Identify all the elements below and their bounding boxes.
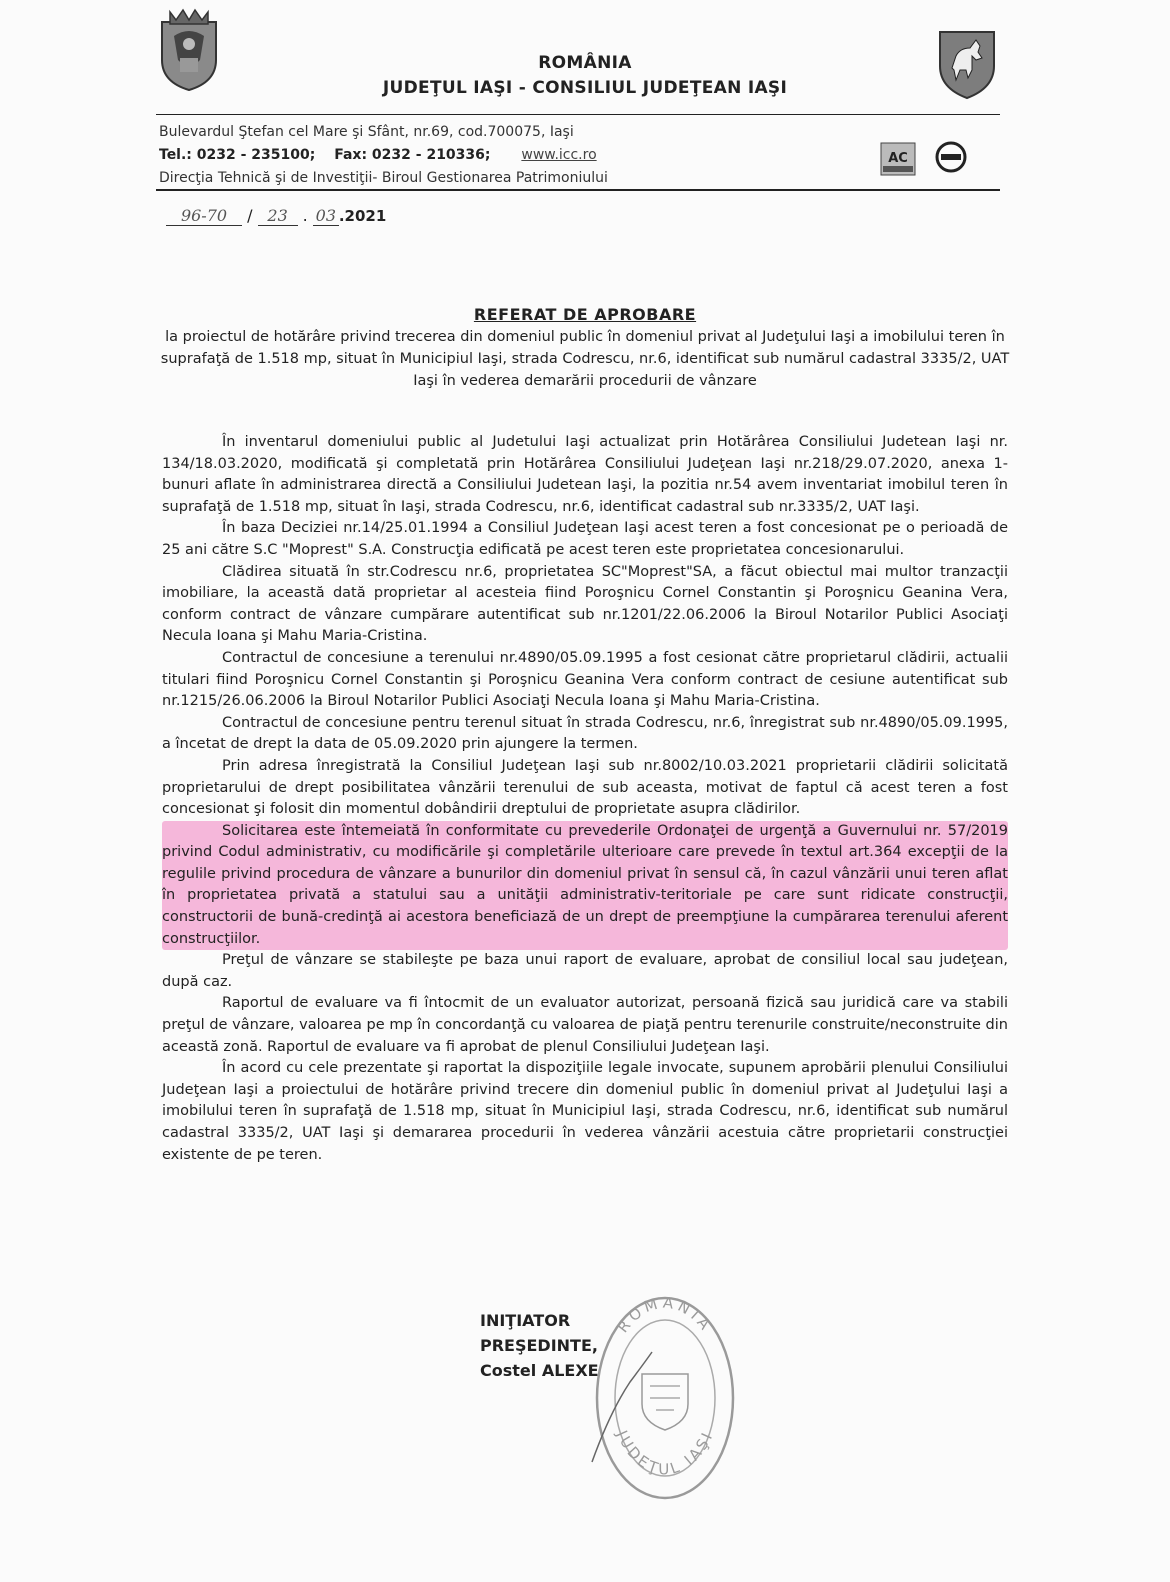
- ac-certification-logo: [880, 142, 916, 176]
- signature-role-president: PREŞEDINTE,: [480, 1336, 598, 1355]
- header-bottom-divider: [156, 189, 1000, 191]
- registration-number: 96-70: [166, 206, 242, 226]
- header-department: Direcţia Tehnică şi de Investiţii- Biroul Gestionarea Patrimoniului: [159, 170, 608, 186]
- paragraph-legal-basis-highlighted: Solicitarea este întemeiată în conformitate cu prevederile Ordonaţei de urgenţă a Guvernului nr. 57/2019 privind Codul administrativ, cu modificările şi completările ulterioare care prevede în textul art.364 excepţii de la regulile privind procedura de vânzare a bunurilor din domeniul privat în sensul că, în cazul vânzării unui teren aflat în proprietatea privată a statului sau a unităţii administrativ-teritoriale pe care sunt ridicate construcţii, constructorii de bună-credinţă ai acestora beneficiază de un drept de preempţiune la cumpărarea terenului aferent construcţiilor.: [162, 821, 1008, 951]
- registration-year: .2021: [338, 207, 387, 225]
- paragraph-evaluation-report: Raportul de evaluare va fi întocmit de un evaluator autorizat, persoană fizică sau juridică care va stabili preţul de vânzare, valoarea pe mp în concordanţă cu valoarea de piaţă pentru terenurile construite/neconstruite din această zonă. Raportul de evaluare va fi aprobat de plenul Consiliului Judeţean Iaşi.: [162, 995, 1008, 1055]
- paragraph-contract-expiry: Contractul de concesiune pentru terenul situat în strada Codrescu, nr.6, înregistrat sub nr.4890/05.09.1995, a încetat de drept la data de 05.09.2020 prin ajungere la termen.: [162, 714, 1008, 753]
- signature-block: [480, 1308, 599, 1383]
- svg-text:AC: AC: [888, 151, 908, 166]
- svg-text:JUDEŢUL IAŞI: JUDEŢUL IAŞI: [612, 1427, 718, 1479]
- ring-certification-logo: [934, 140, 968, 174]
- svg-text:ROMANIA: ROMANIA: [613, 1293, 717, 1337]
- document-body: [162, 432, 1008, 1166]
- signature-name: Costel ALEXE: [480, 1361, 599, 1380]
- registration-line: 96-70 / 23 . 03 .2021: [166, 206, 386, 226]
- signature-role-initiator: INIŢIATOR: [480, 1311, 571, 1330]
- header-divider: [156, 114, 1000, 115]
- header-contact: [159, 147, 597, 163]
- registration-day: 23: [258, 206, 298, 226]
- header-institution: JUDEŢUL IAŞI - CONSILIUL JUDEŢEAN IAŞI: [382, 78, 788, 98]
- paragraph-owners-request: Prin adresa înregistrată la Consiliul Judeţean Iaşi sub nr.8002/10.03.2021 proprietarii clădirii solicitată proprietarului de drept posibilitatea vânzării terenului de sub aceasta, motivat de faptul că acest teren a fost concesionat şi folosit din momentul dobândirii dreptului de proprietate asupra clădirilor.: [162, 757, 1008, 818]
- paragraph-inventory: În inventarul domeniului public al Judetului Iaşi actualizat prin Hotărârea Consiliului Judetean Iaşi nr. 134/18.03.2020, modificată şi completată prin Hotărârea Consiliului Judeţean Iaşi nr.218/29.07.2020, anexa 1- bunuri aflate în administrarea directă a Consiliului Judetean Iaşi, la pozitia nr.54 avem inventariat imobilul teren în suprafaţă de 1.518 mp, situat în Iaşi, strada Codrescu, nr.6, identificat cadastral sub nr.3335/2, UAT Iaşi.: [162, 434, 1008, 515]
- header-fax: Fax: 0232 - 210336;: [334, 147, 491, 163]
- paragraph-conclusion: În acord cu cele prezentate şi raportat la dispoziţiile legale invocate, supunem aprobării plenului Consiliului Judeţean Iaşi a proiectului de hotărâre privind trecere din domeniul public în domeniul privat al Judeţului Iaşi a imobilului teren în suprafaţă de 1.518 mp, situat în Municipiul Iaşi, strada Codrescu, nr.6, identificat sub numărul cadastral 3335/2, UAT Iaşi şi demararea procedurii în vederea vânzării acestuia către proprietarii construcţiei existente de pe teren.: [162, 1060, 1008, 1163]
- registration-month: 03: [313, 206, 339, 226]
- header-country: ROMÂNIA: [538, 53, 632, 73]
- header-phone: Tel.: 0232 - 235100;: [159, 147, 316, 163]
- paragraph-concession-decision: În baza Deciziei nr.14/25.01.1994 a Consiliul Judeţean Iaşi acest teren a fost concesionat pe o perioadă de 25 ani către S.C "Moprest" S.A. Construcţia edificată pe acest teren este proprietatea concesionarului.: [162, 520, 1008, 558]
- official-round-stamp-icon: [590, 1292, 740, 1504]
- paragraph-building-ownership: Clădirea situată în str.Codrescu nr.6, proprietatea SC"Moprest"SA, a făcut obiectul mai multor tranzacţii imobiliare, la această dată proprietar al acesteia fiind Poroşnicu Cornel Constantin şi Poroşnicu Geanina Vera, conform contract de vânzare cumpărare autentificat sub nr.1201/22.06.2006 la Biroul Notarilor Publici Asociaţi Necula Ioana şi Mahu Maria-Cristina.: [162, 563, 1008, 645]
- paragraph-sale-price: Preţul de vânzare se stabileşte pe baza unui raport de evaluare, aprobat de consiliul local sau judeţean, după caz.: [162, 952, 1008, 990]
- document-title: REFERAT DE APROBARE: [473, 305, 697, 324]
- header-website-link[interactable]: www.icc.ro: [521, 147, 597, 163]
- document-subject: la proiectul de hotărâre privind trecerea din domeniul public în domeniul privat al Judeţului Iaşi a imobilului teren în suprafaţă de 1.518 mp, situat în Municipiul Iaşi, strada Codrescu, nr.6, identificat sub numărul cadastral 3335/2, UAT Iaşi în vederea demarării procedurii de vânzare: [160, 329, 1010, 389]
- paragraph-contract-assignment: Contractul de concesiune a terenului nr.4890/05.09.1995 a fost cesionat către proprietarul clădirii, actualii titulari fiind Poroşnicu Cornel Constantin şi Poroşnicu Geanina Vera conform contract de cesiune autentificat sub nr.1215/26.06.2006 la Biroul Notarilor Publici Asociaţi Necula Ioana şi Mahu Maria-Cristina.: [162, 649, 1008, 710]
- header-address: Bulevardul Ştefan cel Mare şi Sfânt, nr.69, cod.700075, Iaşi: [159, 124, 574, 140]
